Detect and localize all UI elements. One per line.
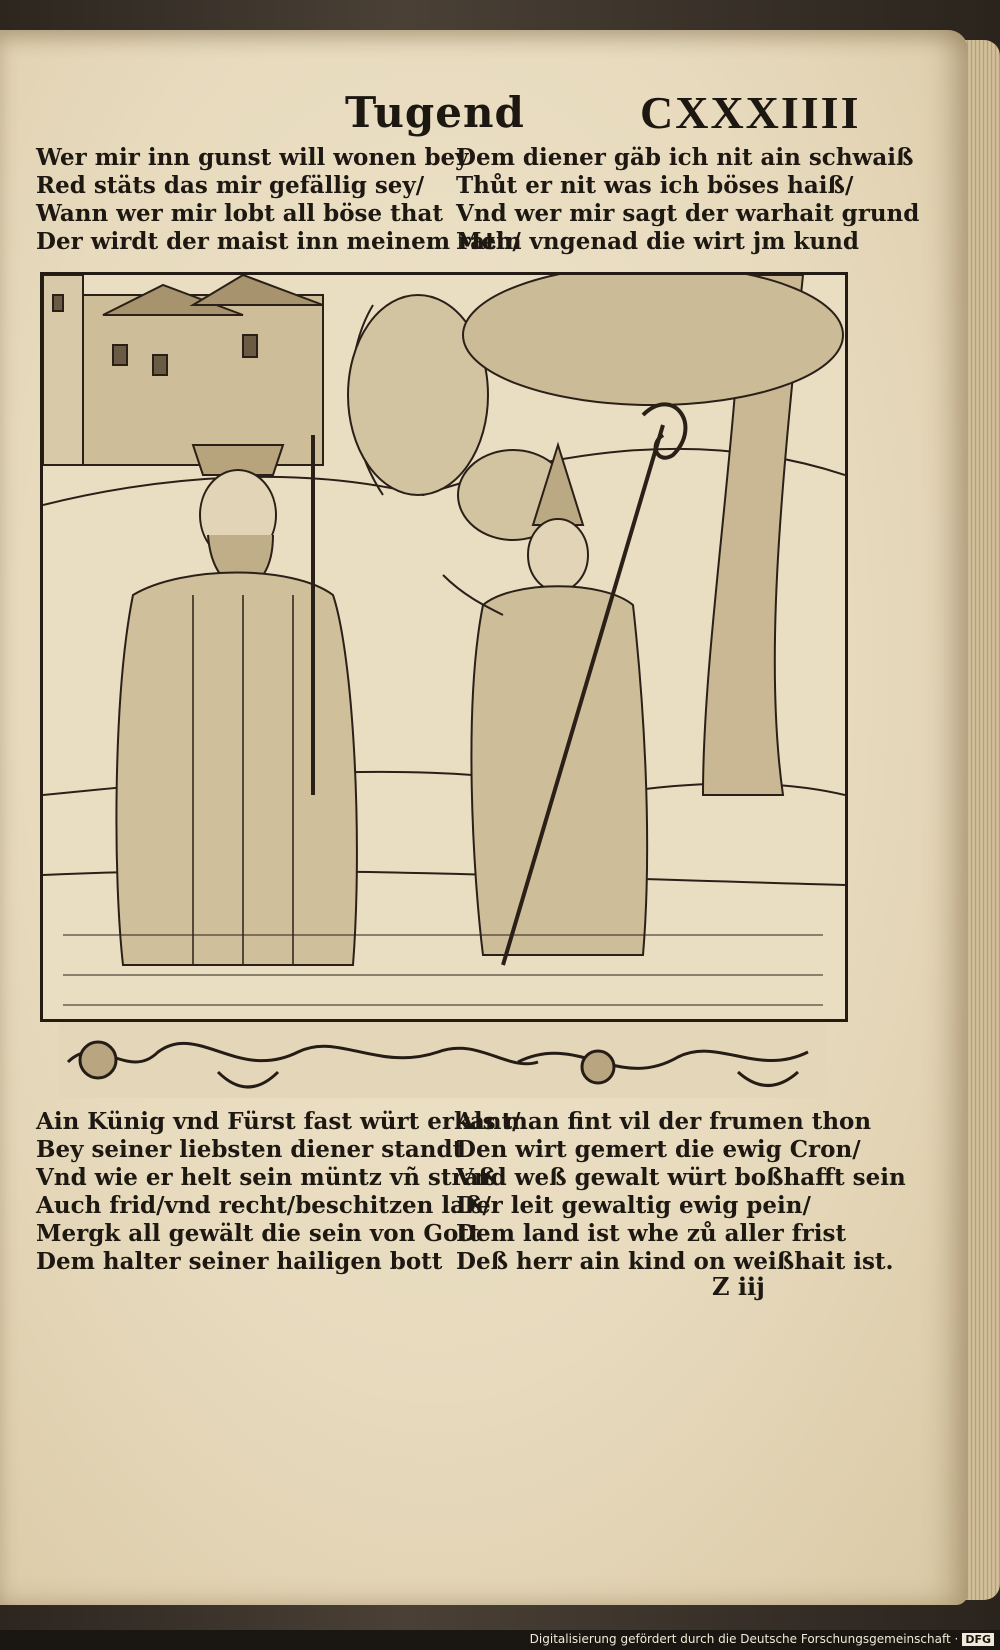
bottom-verses-left <box>36 1108 521 1276</box>
verse-line: Mein vngenad die wirt jm kund <box>456 228 859 255</box>
verse-line: Als man fint vil der frumen thon <box>456 1108 872 1135</box>
woodcut-illustration <box>40 272 848 1022</box>
verse-line: Bey seiner liebsten diener standt <box>36 1136 464 1163</box>
verse-line: Vnd wer mir sagt der warhait grund <box>456 200 920 227</box>
footer-credit-text: Digitalisierung gefördert durch die Deutsche Forschungsgemeinschaft · <box>529 1632 959 1646</box>
verse-line: Mergk all gewält die sein von Gott <box>36 1220 480 1247</box>
running-head-title: Tugend <box>345 88 525 137</box>
dfg-logo: DFG <box>962 1633 994 1646</box>
verse-line: Deß herr ain kind on weißhait ist. <box>456 1248 894 1275</box>
verse-line: Red stäts das mir gefällig sey/ <box>36 172 425 199</box>
verse-line: Den wirt gemert die ewig Cron/ <box>456 1136 861 1163</box>
verse-line: Dem diener gäb ich nit ain schwaiß <box>456 144 914 171</box>
verse-line: Auch frid/vnd recht/beschitzen laß/ <box>36 1192 491 1219</box>
verse-line: Ain Künig vnd Fürst fast würt erkant/ <box>36 1108 521 1135</box>
verse-line: Wann wer mir lobt all böse that <box>36 200 444 227</box>
folio-number: CXXXIIII <box>640 87 861 138</box>
verse-line: Dem halter seiner hailigen bott <box>36 1248 443 1275</box>
ornamental-border-piece <box>58 1022 826 1098</box>
footer-credit <box>530 1632 994 1646</box>
woodcut-king-and-bishop <box>43 275 845 1019</box>
verse-line: Der leit gewaltig ewig pein/ <box>456 1192 811 1219</box>
top-verses-left <box>36 144 521 256</box>
verse-line: Vnd wie er helt sein müntz vñ straß <box>36 1164 496 1191</box>
verse-line: Thůt er nit was ich böses haiß/ <box>456 172 854 199</box>
verse-line: Vnd weß gewalt würt boßhafft sein <box>456 1164 906 1191</box>
verse-line: Wer mir inn gunst will wonen bey <box>36 144 469 171</box>
signature-mark: Z iij <box>712 1272 765 1301</box>
verse-line: Dem land ist whe zů aller frist <box>456 1220 847 1247</box>
top-verses-right <box>456 144 919 256</box>
ornament-scroll <box>58 1022 826 1098</box>
verse-line: Der wirdt der maist inn meinem rath/ <box>36 228 521 255</box>
bottom-verses-right <box>456 1108 906 1276</box>
